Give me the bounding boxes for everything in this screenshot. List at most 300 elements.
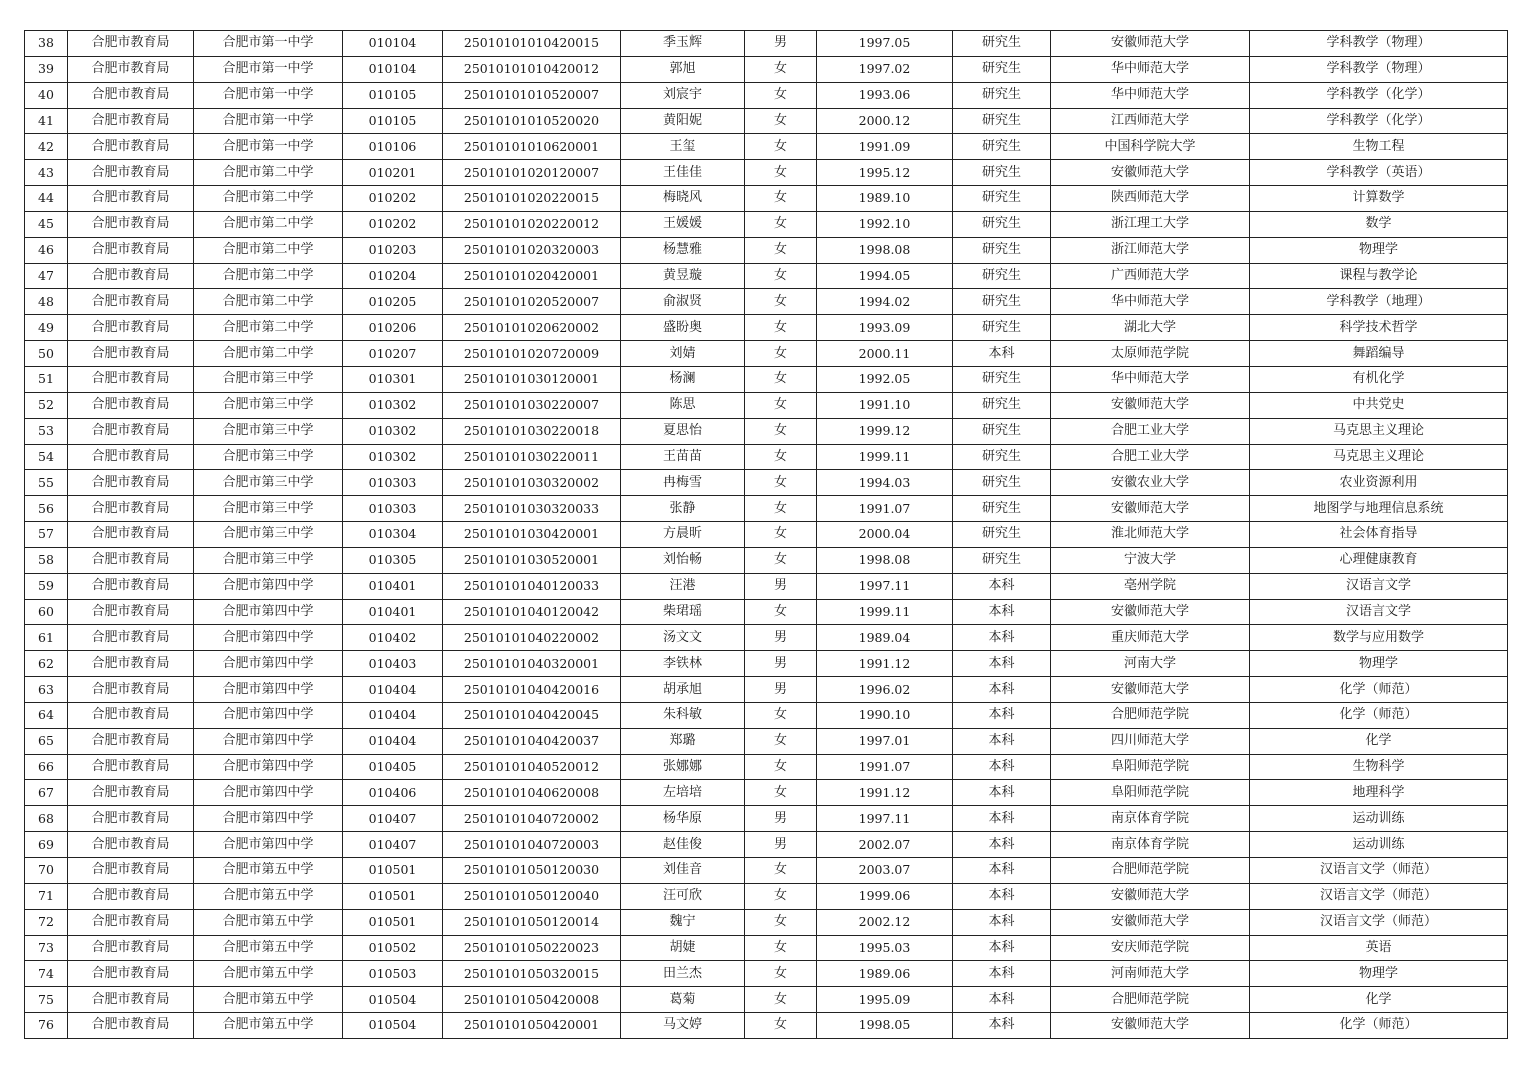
major-cell: 马克思主义理论 xyxy=(1250,418,1508,444)
exam-ticket-number-cell: 25010101030320033 xyxy=(443,496,621,522)
graduate-school-cell: 安徽师范大学 xyxy=(1051,599,1250,625)
school-name-cell: 合肥市第四中学 xyxy=(194,573,343,599)
row-number-cell: 44 xyxy=(25,186,68,212)
exam-ticket-number-cell: 25010101050420001 xyxy=(443,1013,621,1039)
exam-ticket-number-cell: 25010101020520007 xyxy=(443,289,621,315)
employer-unit-cell: 合肥市教育局 xyxy=(68,599,194,625)
school-name-cell: 合肥市第三中学 xyxy=(194,547,343,573)
post-code-cell: 010304 xyxy=(343,522,443,548)
employer-unit-cell: 合肥市教育局 xyxy=(68,237,194,263)
candidate-name-cell: 汪港 xyxy=(621,573,745,599)
exam-ticket-number-cell: 25010101010420012 xyxy=(443,56,621,82)
gender-cell: 女 xyxy=(745,470,817,496)
row-number-cell: 39 xyxy=(25,56,68,82)
employer-unit-cell: 合肥市教育局 xyxy=(68,444,194,470)
education-level-cell: 本科 xyxy=(953,858,1051,884)
gender-cell: 女 xyxy=(745,547,817,573)
graduate-school-cell: 亳州学院 xyxy=(1051,573,1250,599)
employer-unit-cell: 合肥市教育局 xyxy=(68,315,194,341)
row-number-cell: 69 xyxy=(25,832,68,858)
school-name-cell: 合肥市第五中学 xyxy=(194,961,343,987)
table-row xyxy=(25,289,1508,315)
graduate-school-cell: 四川师范大学 xyxy=(1051,728,1250,754)
school-name-cell: 合肥市第五中学 xyxy=(194,987,343,1013)
row-number-cell: 68 xyxy=(25,806,68,832)
table-row xyxy=(25,186,1508,212)
row-number-cell: 46 xyxy=(25,237,68,263)
gender-cell: 女 xyxy=(745,935,817,961)
row-number-cell: 48 xyxy=(25,289,68,315)
school-name-cell: 合肥市第四中学 xyxy=(194,677,343,703)
table-row xyxy=(25,366,1508,392)
post-code-cell: 010407 xyxy=(343,832,443,858)
birth-date-cell: 1991.07 xyxy=(817,496,953,522)
education-level-cell: 本科 xyxy=(953,754,1051,780)
graduate-school-cell: 安徽农业大学 xyxy=(1051,470,1250,496)
row-number-cell: 52 xyxy=(25,392,68,418)
school-name-cell: 合肥市第二中学 xyxy=(194,186,343,212)
table-row xyxy=(25,883,1508,909)
major-cell: 学科教学（化学） xyxy=(1250,108,1508,134)
employer-unit-cell: 合肥市教育局 xyxy=(68,806,194,832)
graduate-school-cell: 合肥师范学院 xyxy=(1051,987,1250,1013)
table-row xyxy=(25,211,1508,237)
post-code-cell: 010301 xyxy=(343,366,443,392)
employer-unit-cell: 合肥市教育局 xyxy=(68,108,194,134)
row-number-cell: 76 xyxy=(25,1013,68,1039)
row-number-cell: 60 xyxy=(25,599,68,625)
employer-unit-cell: 合肥市教育局 xyxy=(68,496,194,522)
table-row xyxy=(25,522,1508,548)
post-code-cell: 010404 xyxy=(343,702,443,728)
candidate-name-cell: 刘怡畅 xyxy=(621,547,745,573)
school-name-cell: 合肥市第一中学 xyxy=(194,108,343,134)
gender-cell: 女 xyxy=(745,909,817,935)
graduate-school-cell: 安庆师范学院 xyxy=(1051,935,1250,961)
graduate-school-cell: 华中师范大学 xyxy=(1051,366,1250,392)
candidate-name-cell: 王苗苗 xyxy=(621,444,745,470)
major-cell: 心理健康教育 xyxy=(1250,547,1508,573)
graduate-school-cell: 安徽师范大学 xyxy=(1051,677,1250,703)
candidate-name-cell: 王玺 xyxy=(621,134,745,160)
graduate-school-cell: 阜阳师范学院 xyxy=(1051,780,1250,806)
candidate-name-cell: 张静 xyxy=(621,496,745,522)
major-cell: 数学与应用数学 xyxy=(1250,625,1508,651)
candidate-name-cell: 黄昱璇 xyxy=(621,263,745,289)
major-cell: 物理学 xyxy=(1250,237,1508,263)
graduate-school-cell: 太原师范学院 xyxy=(1051,341,1250,367)
post-code-cell: 010501 xyxy=(343,858,443,884)
candidate-name-cell: 柴珺瑶 xyxy=(621,599,745,625)
employer-unit-cell: 合肥市教育局 xyxy=(68,392,194,418)
birth-date-cell: 1998.08 xyxy=(817,547,953,573)
gender-cell: 女 xyxy=(745,1013,817,1039)
major-cell: 生物工程 xyxy=(1250,134,1508,160)
gender-cell: 女 xyxy=(745,315,817,341)
major-cell: 汉语言文学 xyxy=(1250,599,1508,625)
post-code-cell: 010105 xyxy=(343,108,443,134)
exam-ticket-number-cell: 25010101020620002 xyxy=(443,315,621,341)
candidate-name-cell: 杨澜 xyxy=(621,366,745,392)
school-name-cell: 合肥市第四中学 xyxy=(194,754,343,780)
table-row xyxy=(25,160,1508,186)
graduate-school-cell: 江西师范大学 xyxy=(1051,108,1250,134)
row-number-cell: 65 xyxy=(25,728,68,754)
birth-date-cell: 1997.01 xyxy=(817,728,953,754)
candidate-name-cell: 郭旭 xyxy=(621,56,745,82)
education-level-cell: 研究生 xyxy=(953,392,1051,418)
row-number-cell: 40 xyxy=(25,82,68,108)
graduate-school-cell: 合肥工业大学 xyxy=(1051,418,1250,444)
exam-ticket-number-cell: 25010101040520012 xyxy=(443,754,621,780)
graduate-school-cell: 华中师范大学 xyxy=(1051,82,1250,108)
birth-date-cell: 1994.02 xyxy=(817,289,953,315)
exam-ticket-number-cell: 25010101040720002 xyxy=(443,806,621,832)
candidate-rows xyxy=(25,31,1508,1039)
exam-ticket-number-cell: 25010101010520007 xyxy=(443,82,621,108)
employer-unit-cell: 合肥市教育局 xyxy=(68,366,194,392)
gender-cell: 女 xyxy=(745,341,817,367)
gender-cell: 女 xyxy=(745,702,817,728)
candidate-name-cell: 马文婷 xyxy=(621,1013,745,1039)
candidate-name-cell: 赵佳俊 xyxy=(621,832,745,858)
row-number-cell: 61 xyxy=(25,625,68,651)
exam-ticket-number-cell: 25010101030220011 xyxy=(443,444,621,470)
candidate-name-cell: 盛盼奥 xyxy=(621,315,745,341)
graduate-school-cell: 重庆师范大学 xyxy=(1051,625,1250,651)
employer-unit-cell: 合肥市教育局 xyxy=(68,522,194,548)
candidate-name-cell: 胡承旭 xyxy=(621,677,745,703)
row-number-cell: 56 xyxy=(25,496,68,522)
education-level-cell: 本科 xyxy=(953,909,1051,935)
row-number-cell: 55 xyxy=(25,470,68,496)
candidate-name-cell: 李铁林 xyxy=(621,651,745,677)
exam-ticket-number-cell: 25010101020420001 xyxy=(443,263,621,289)
table-row xyxy=(25,806,1508,832)
row-number-cell: 38 xyxy=(25,31,68,57)
table-row xyxy=(25,832,1508,858)
candidate-name-cell: 郑璐 xyxy=(621,728,745,754)
post-code-cell: 010305 xyxy=(343,547,443,573)
exam-ticket-number-cell: 25010101040320001 xyxy=(443,651,621,677)
table-row xyxy=(25,625,1508,651)
birth-date-cell: 1991.12 xyxy=(817,651,953,677)
major-cell: 有机化学 xyxy=(1250,366,1508,392)
gender-cell: 女 xyxy=(745,444,817,470)
post-code-cell: 010303 xyxy=(343,496,443,522)
employer-unit-cell: 合肥市教育局 xyxy=(68,547,194,573)
row-number-cell: 71 xyxy=(25,883,68,909)
major-cell: 汉语言文学（师范） xyxy=(1250,858,1508,884)
education-level-cell: 本科 xyxy=(953,599,1051,625)
exam-ticket-number-cell: 25010101020120007 xyxy=(443,160,621,186)
birth-date-cell: 1994.05 xyxy=(817,263,953,289)
post-code-cell: 010504 xyxy=(343,1013,443,1039)
post-code-cell: 010403 xyxy=(343,651,443,677)
school-name-cell: 合肥市第三中学 xyxy=(194,444,343,470)
gender-cell: 男 xyxy=(745,625,817,651)
candidate-name-cell: 张娜娜 xyxy=(621,754,745,780)
education-level-cell: 本科 xyxy=(953,573,1051,599)
education-level-cell: 本科 xyxy=(953,806,1051,832)
school-name-cell: 合肥市第三中学 xyxy=(194,392,343,418)
employer-unit-cell: 合肥市教育局 xyxy=(68,987,194,1013)
school-name-cell: 合肥市第五中学 xyxy=(194,935,343,961)
major-cell: 生物科学 xyxy=(1250,754,1508,780)
post-code-cell: 010401 xyxy=(343,599,443,625)
major-cell: 汉语言文学（师范） xyxy=(1250,883,1508,909)
row-number-cell: 49 xyxy=(25,315,68,341)
table-row xyxy=(25,134,1508,160)
table-row xyxy=(25,237,1508,263)
table-row xyxy=(25,573,1508,599)
row-number-cell: 53 xyxy=(25,418,68,444)
birth-date-cell: 1993.06 xyxy=(817,82,953,108)
employer-unit-cell: 合肥市教育局 xyxy=(68,211,194,237)
employer-unit-cell: 合肥市教育局 xyxy=(68,573,194,599)
birth-date-cell: 1995.12 xyxy=(817,160,953,186)
table-row xyxy=(25,444,1508,470)
table-row xyxy=(25,315,1508,341)
exam-ticket-number-cell: 25010101020220015 xyxy=(443,186,621,212)
employer-unit-cell: 合肥市教育局 xyxy=(68,961,194,987)
major-cell: 学科教学（化学） xyxy=(1250,82,1508,108)
education-level-cell: 研究生 xyxy=(953,418,1051,444)
gender-cell: 女 xyxy=(745,961,817,987)
table-row xyxy=(25,754,1508,780)
school-name-cell: 合肥市第四中学 xyxy=(194,651,343,677)
exam-ticket-number-cell: 25010101030220007 xyxy=(443,392,621,418)
major-cell: 科学技术哲学 xyxy=(1250,315,1508,341)
candidate-list-sheet xyxy=(24,30,1507,1039)
gender-cell: 女 xyxy=(745,263,817,289)
exam-ticket-number-cell: 25010101050120040 xyxy=(443,883,621,909)
birth-date-cell: 1997.02 xyxy=(817,56,953,82)
major-cell: 计算数学 xyxy=(1250,186,1508,212)
gender-cell: 男 xyxy=(745,651,817,677)
row-number-cell: 59 xyxy=(25,573,68,599)
employer-unit-cell: 合肥市教育局 xyxy=(68,728,194,754)
row-number-cell: 41 xyxy=(25,108,68,134)
school-name-cell: 合肥市第二中学 xyxy=(194,211,343,237)
graduate-school-cell: 合肥师范学院 xyxy=(1051,702,1250,728)
post-code-cell: 010105 xyxy=(343,82,443,108)
post-code-cell: 010302 xyxy=(343,392,443,418)
graduate-school-cell: 河南大学 xyxy=(1051,651,1250,677)
major-cell: 化学 xyxy=(1250,987,1508,1013)
education-level-cell: 本科 xyxy=(953,651,1051,677)
school-name-cell: 合肥市第四中学 xyxy=(194,599,343,625)
graduate-school-cell: 浙江师范大学 xyxy=(1051,237,1250,263)
candidate-name-cell: 刘宸宇 xyxy=(621,82,745,108)
gender-cell: 女 xyxy=(745,108,817,134)
employer-unit-cell: 合肥市教育局 xyxy=(68,702,194,728)
education-level-cell: 本科 xyxy=(953,1013,1051,1039)
employer-unit-cell: 合肥市教育局 xyxy=(68,160,194,186)
employer-unit-cell: 合肥市教育局 xyxy=(68,1013,194,1039)
graduate-school-cell: 浙江理工大学 xyxy=(1051,211,1250,237)
post-code-cell: 010404 xyxy=(343,677,443,703)
gender-cell: 女 xyxy=(745,418,817,444)
major-cell: 舞蹈编导 xyxy=(1250,341,1508,367)
row-number-cell: 43 xyxy=(25,160,68,186)
school-name-cell: 合肥市第四中学 xyxy=(194,728,343,754)
candidate-name-cell: 杨慧雅 xyxy=(621,237,745,263)
table-row xyxy=(25,496,1508,522)
candidate-name-cell: 俞淑贤 xyxy=(621,289,745,315)
graduate-school-cell: 河南师范大学 xyxy=(1051,961,1250,987)
birth-date-cell: 1999.11 xyxy=(817,444,953,470)
exam-ticket-number-cell: 25010101040720003 xyxy=(443,832,621,858)
candidate-name-cell: 王媛媛 xyxy=(621,211,745,237)
birth-date-cell: 2002.12 xyxy=(817,909,953,935)
graduate-school-cell: 阜阳师范学院 xyxy=(1051,754,1250,780)
table-row xyxy=(25,677,1508,703)
row-number-cell: 47 xyxy=(25,263,68,289)
row-number-cell: 51 xyxy=(25,366,68,392)
gender-cell: 男 xyxy=(745,31,817,57)
gender-cell: 女 xyxy=(745,237,817,263)
employer-unit-cell: 合肥市教育局 xyxy=(68,832,194,858)
graduate-school-cell: 淮北师范大学 xyxy=(1051,522,1250,548)
gender-cell: 男 xyxy=(745,573,817,599)
major-cell: 物理学 xyxy=(1250,651,1508,677)
graduate-school-cell: 合肥师范学院 xyxy=(1051,858,1250,884)
exam-ticket-number-cell: 25010101030520001 xyxy=(443,547,621,573)
table-row xyxy=(25,547,1508,573)
school-name-cell: 合肥市第一中学 xyxy=(194,134,343,160)
gender-cell: 女 xyxy=(745,82,817,108)
exam-ticket-number-cell: 25010101040220002 xyxy=(443,625,621,651)
employer-unit-cell: 合肥市教育局 xyxy=(68,134,194,160)
graduate-school-cell: 安徽师范大学 xyxy=(1051,883,1250,909)
education-level-cell: 本科 xyxy=(953,341,1051,367)
graduate-school-cell: 广西师范大学 xyxy=(1051,263,1250,289)
education-level-cell: 研究生 xyxy=(953,186,1051,212)
school-name-cell: 合肥市第四中学 xyxy=(194,702,343,728)
school-name-cell: 合肥市第五中学 xyxy=(194,909,343,935)
candidate-name-cell: 夏思怡 xyxy=(621,418,745,444)
post-code-cell: 010402 xyxy=(343,625,443,651)
graduate-school-cell: 安徽师范大学 xyxy=(1051,909,1250,935)
birth-date-cell: 1994.03 xyxy=(817,470,953,496)
graduate-school-cell: 华中师范大学 xyxy=(1051,289,1250,315)
gender-cell: 女 xyxy=(745,883,817,909)
employer-unit-cell: 合肥市教育局 xyxy=(68,341,194,367)
row-number-cell: 54 xyxy=(25,444,68,470)
candidate-name-cell: 冉梅雪 xyxy=(621,470,745,496)
exam-ticket-number-cell: 25010101040420045 xyxy=(443,702,621,728)
employer-unit-cell: 合肥市教育局 xyxy=(68,56,194,82)
exam-ticket-number-cell: 25010101040420037 xyxy=(443,728,621,754)
row-number-cell: 63 xyxy=(25,677,68,703)
birth-date-cell: 1991.09 xyxy=(817,134,953,160)
major-cell: 化学（师范） xyxy=(1250,677,1508,703)
education-level-cell: 研究生 xyxy=(953,522,1051,548)
row-number-cell: 42 xyxy=(25,134,68,160)
education-level-cell: 本科 xyxy=(953,883,1051,909)
education-level-cell: 本科 xyxy=(953,677,1051,703)
row-number-cell: 75 xyxy=(25,987,68,1013)
school-name-cell: 合肥市第二中学 xyxy=(194,289,343,315)
employer-unit-cell: 合肥市教育局 xyxy=(68,780,194,806)
school-name-cell: 合肥市第一中学 xyxy=(194,56,343,82)
employer-unit-cell: 合肥市教育局 xyxy=(68,263,194,289)
post-code-cell: 010104 xyxy=(343,31,443,57)
birth-date-cell: 1989.06 xyxy=(817,961,953,987)
birth-date-cell: 1989.04 xyxy=(817,625,953,651)
birth-date-cell: 1991.12 xyxy=(817,780,953,806)
gender-cell: 女 xyxy=(745,728,817,754)
exam-ticket-number-cell: 25010101010420015 xyxy=(443,31,621,57)
post-code-cell: 010206 xyxy=(343,315,443,341)
major-cell: 社会体育指导 xyxy=(1250,522,1508,548)
graduate-school-cell: 南京体育学院 xyxy=(1051,832,1250,858)
candidate-name-cell: 胡婕 xyxy=(621,935,745,961)
education-level-cell: 本科 xyxy=(953,702,1051,728)
post-code-cell: 010405 xyxy=(343,754,443,780)
school-name-cell: 合肥市第二中学 xyxy=(194,341,343,367)
birth-date-cell: 2000.11 xyxy=(817,341,953,367)
gender-cell: 女 xyxy=(745,780,817,806)
table-row xyxy=(25,470,1508,496)
employer-unit-cell: 合肥市教育局 xyxy=(68,677,194,703)
employer-unit-cell: 合肥市教育局 xyxy=(68,935,194,961)
exam-ticket-number-cell: 25010101040120033 xyxy=(443,573,621,599)
education-level-cell: 本科 xyxy=(953,961,1051,987)
birth-date-cell: 1997.11 xyxy=(817,806,953,832)
school-name-cell: 合肥市第三中学 xyxy=(194,522,343,548)
post-code-cell: 010302 xyxy=(343,444,443,470)
candidate-name-cell: 陈思 xyxy=(621,392,745,418)
major-cell: 汉语言文学（师范） xyxy=(1250,909,1508,935)
employer-unit-cell: 合肥市教育局 xyxy=(68,858,194,884)
table-row xyxy=(25,987,1508,1013)
employer-unit-cell: 合肥市教育局 xyxy=(68,186,194,212)
graduate-school-cell: 湖北大学 xyxy=(1051,315,1250,341)
school-name-cell: 合肥市第三中学 xyxy=(194,496,343,522)
exam-ticket-number-cell: 25010101050120014 xyxy=(443,909,621,935)
table-row xyxy=(25,780,1508,806)
education-level-cell: 研究生 xyxy=(953,289,1051,315)
table-row xyxy=(25,341,1508,367)
gender-cell: 女 xyxy=(745,392,817,418)
table-row xyxy=(25,909,1508,935)
school-name-cell: 合肥市第五中学 xyxy=(194,1013,343,1039)
school-name-cell: 合肥市第二中学 xyxy=(194,315,343,341)
major-cell: 马克思主义理论 xyxy=(1250,444,1508,470)
graduate-school-cell: 陕西师范大学 xyxy=(1051,186,1250,212)
candidate-name-cell: 汪可欣 xyxy=(621,883,745,909)
education-level-cell: 研究生 xyxy=(953,160,1051,186)
table-row xyxy=(25,728,1508,754)
birth-date-cell: 1998.05 xyxy=(817,1013,953,1039)
gender-cell: 男 xyxy=(745,832,817,858)
birth-date-cell: 1997.11 xyxy=(817,573,953,599)
graduate-school-cell: 南京体育学院 xyxy=(1051,806,1250,832)
school-name-cell: 合肥市第三中学 xyxy=(194,470,343,496)
major-cell: 学科教学（物理） xyxy=(1250,56,1508,82)
major-cell: 学科教学（英语） xyxy=(1250,160,1508,186)
exam-ticket-number-cell: 25010101020220012 xyxy=(443,211,621,237)
major-cell: 化学 xyxy=(1250,728,1508,754)
education-level-cell: 研究生 xyxy=(953,263,1051,289)
candidate-name-cell: 田兰杰 xyxy=(621,961,745,987)
graduate-school-cell: 安徽师范大学 xyxy=(1051,31,1250,57)
post-code-cell: 010303 xyxy=(343,470,443,496)
post-code-cell: 010203 xyxy=(343,237,443,263)
table-row xyxy=(25,108,1508,134)
